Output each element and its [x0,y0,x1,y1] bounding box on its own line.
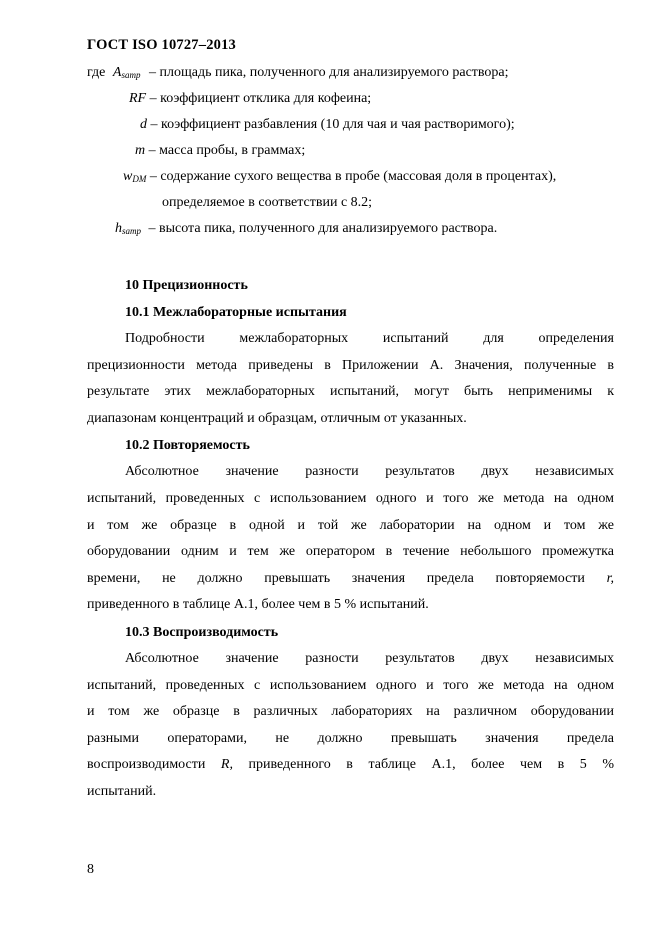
text-line: прецизионности метода приведены в Приложении А. Значения, полученные в [87,357,614,373]
heading-10-2: 10.2 Повторяемость [125,438,250,454]
text-line: приведенного в таблице А.1, более чем в 5 % испытаний. [87,597,429,613]
section-precision [87,272,614,806]
definition-d [87,112,617,138]
heading-10-1: 10.1 Межлабораторные испытания [125,305,347,320]
definition-text: – содержание сухого вещества в пробе (массовая доля в процентах), [149,169,557,184]
page-number: 8 [87,862,94,877]
text-line: испытаний, проведенных с использованием одного и того же метода на одном [87,490,614,506]
definition-text: – коэффициент разбавления (10 для чая и чая растворимого); [150,117,515,132]
text-line: Абсолютное значение разности результатов двух независимых [125,650,614,666]
text-line: испытаний, проведенных с использованием одного и того же метода на одном [87,677,614,693]
symbol-w: w [123,169,133,184]
symbol-h: h [115,221,122,236]
definitions-list [87,60,617,242]
definition-text: – высота пика, полученного для анализируемого раствора. [148,221,498,236]
heading-10-3: 10.3 Воспроизводимость [125,624,279,640]
definition-text: – масса пробы, в граммах; [148,143,306,158]
paragraph-10-2 [87,459,614,619]
definition-text: – площадь пика, полученного для анализируемого раствора; [148,65,509,80]
text-line: времени, не должно превышать значения предела повторяемости r, [87,570,614,586]
definition-m [87,138,617,164]
definition-text: – коэффициент отклика для кофеина; [149,91,372,106]
text-line: испытаний. [87,783,157,799]
text-line: и том же образце в одной и той же лаборатории на одном и том же [87,517,614,533]
subscript-samp: samp [121,70,141,80]
symbol-a: A [112,65,122,80]
paragraph-10-1 [87,326,614,432]
definition-a-samp [87,60,617,86]
text-line: диапазонам концентраций и образцам, отличным от указанных. [87,410,467,426]
text-line: разными операторами, не должно превышать значения предела [87,730,614,746]
symbol-m: m [135,143,146,158]
where-word: где [87,65,106,80]
document-code: ГОСТ ISO 10727–2013 [87,37,236,53]
symbol-r: r, [606,570,614,586]
definition-h-samp [87,216,617,242]
subscript-dm: DM [132,174,147,184]
definition-w-dm [87,164,617,190]
symbol-rf: RF [129,91,147,106]
paragraph-10-3 [87,646,614,806]
text-line: Абсолютное значение разности результатов двух независимых [125,464,614,480]
symbol-R: R, [220,757,233,773]
text-line: и том же образце в различных лабораториях на различном оборудовании [87,704,614,720]
subscript-samp: samp [122,226,142,236]
definition-w-dm-continuation [87,190,617,216]
text-line: результате этих межлабораторных испытаний, могут быть неприменимы к [87,384,614,400]
definition-text-continuation: определяемое в соответствии с 8.2; [162,195,373,210]
definition-rf [87,86,617,112]
heading-10: 10 Прецизионность [125,278,248,293]
text-line: оборудовании одним и тем же оператором в течение небольшого промежутка [87,544,614,560]
text-line: воспроизводимости R, приведенного в таблице А.1, более чем в 5 % [87,757,615,773]
symbol-d: d [140,117,147,132]
text-line: Подробности межлабораторных испытаний для определения [125,331,614,346]
